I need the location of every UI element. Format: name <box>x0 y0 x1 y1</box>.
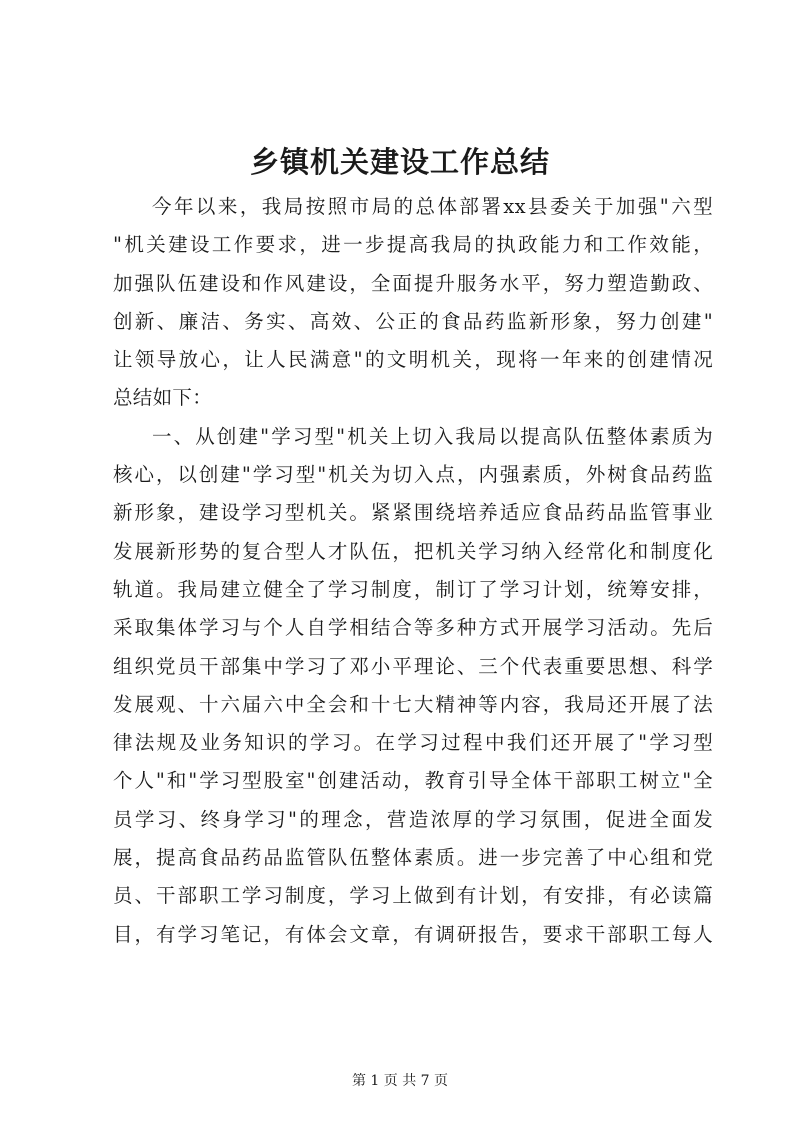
body-text-line: 总结如下： <box>113 386 213 410</box>
body-text-line: 新形象，建设学习型机关。紧紧围绕培养适应食品药品监管事业 <box>113 501 713 525</box>
body-text-line: 一、从创建"学习型"机关上切入我局以提高队伍整体素质为 <box>152 424 713 448</box>
document-body <box>113 188 713 954</box>
body-text-line: 轨道。我局建立健全了学习制度，制订了学习计划，统筹安排， <box>113 577 713 601</box>
page-footer: 第 1 页 共 7 页 <box>351 1073 449 1089</box>
body-text-line: 目，有学习笔记，有体会文章，有调研报告，要求干部职工每人 <box>113 922 713 946</box>
body-text-line: 组织党员干部集中学习了邓小平理论、三个代表重要思想、科学 <box>113 654 713 678</box>
body-text-line: 让领导放心，让人民满意"的文明机关，现将一年来的创建情况 <box>113 348 713 372</box>
body-text-line: 展，提高食品药品监管队伍整体素质。进一步完善了中心组和党 <box>113 846 713 870</box>
body-text-line: 核心，以创建"学习型"机关为切入点，内强素质，外树食品药监 <box>113 463 713 487</box>
body-text-line: 员、干部职工学习制度，学习上做到有计划，有安排，有必读篇 <box>113 884 713 908</box>
body-text-line: 采取集体学习与个人自学相结合等多种方式开展学习活动。先后 <box>113 616 713 640</box>
body-text-line: 今年以来，我局按照市局的总体部署xx县委关于加强"六型 <box>152 195 713 218</box>
body-text-line: 发展新形势的复合型人才队伍，把机关学习纳入经常化和制度化 <box>113 539 713 563</box>
body-text-line: 律法规及业务知识的学习。在学习过程中我们还开展了"学习型 <box>113 731 713 755</box>
body-text-line: 加强队伍建设和作风建设，全面提升服务水平，努力塑造勤政、 <box>113 271 713 295</box>
body-text-line: 发展观、十六届六中全会和十七大精神等内容，我局还开展了法 <box>113 692 713 716</box>
body-text-line: 个人"和"学习型股室"创建活动，教育引导全体干部职工树立"全 <box>113 769 713 793</box>
body-text-line: "机关建设工作要求，进一步提高我局的执政能力和工作效能， <box>113 233 713 257</box>
body-text-line: 员学习、终身学习"的理念，营造浓厚的学习氛围，促进全面发 <box>113 807 713 831</box>
document-title: 乡镇机关建设工作总结 <box>249 145 550 179</box>
body-text-line: 创新、廉洁、务实、高效、公正的食品药监新形象，努力创建" <box>113 309 713 333</box>
